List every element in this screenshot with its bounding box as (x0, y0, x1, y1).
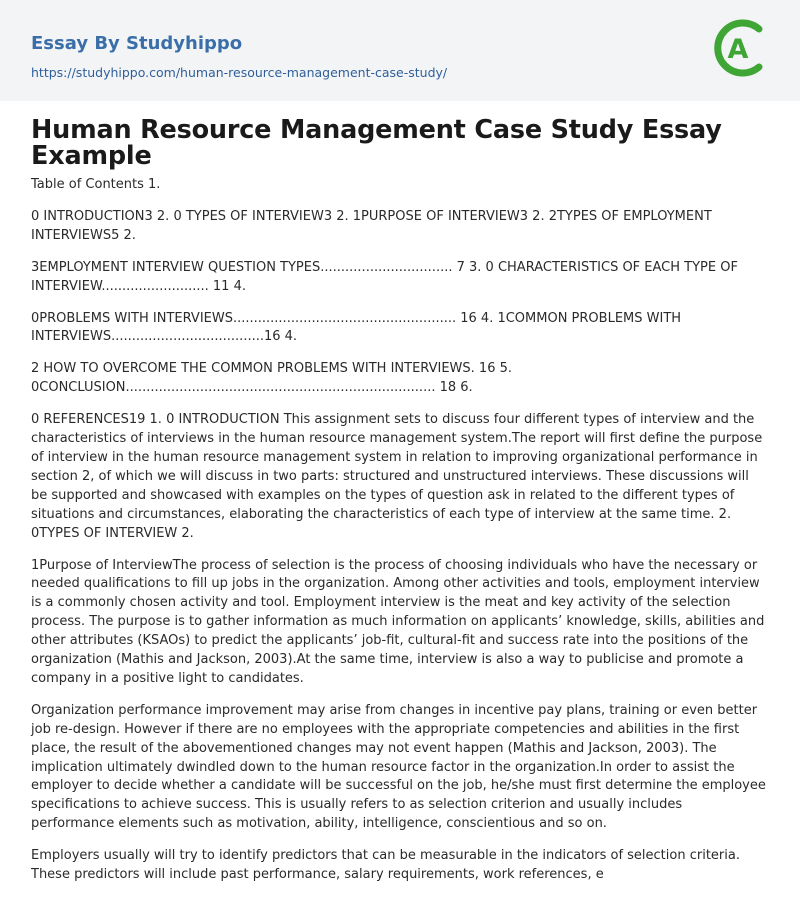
logo-letter: A (727, 34, 749, 65)
paragraph: 0PROBLEMS WITH INTERVIEWS...................................................... 16 4. 1COMMON PROBLEMS WITH INTERVIEWS.....................................16 4. (31, 310, 682, 345)
paragraph: Employers usually will try to identify predictors that can be measurable in the indicators of selection criteria. These predictors will include past performance, salary requirements, work references, e (31, 848, 740, 883)
paragraph: 1Purpose of InterviewThe process of selection is the process of choosing individuals who have the necessary or needed qualifications to fill up jobs in the organization. Among other activities and tools, employment interview is a commonly chosen activity and tool. Employment interview is the meat and key activity of the selection process. The purpose is to gather information as much information on applicants’ knowledge, skills, abilities and other attributes (KSAOs) to predict the applicants’ job-fit, cultural-fit and success rate into the positions of the organization (Mathis and Jackson, 2003).At the same time, interview is also a way to publicise and promote a company in a positive light to candidates. (31, 557, 765, 686)
site-header (0, 0, 800, 101)
site-brand[interactable]: Essay By Studyhippo (31, 33, 243, 54)
paragraph: 0 REFERENCES19 1. 0 INTRODUCTION This assignment sets to discuss four different types of interview and the characteristics of interviews in the human resource management system.The report will first define the purpose of interview in the human resource management system in relation to improving organizational performance in section 2, of which we will discuss in two parts: structured and unstructured interviews. These discussions will be supported and showcased with examples on the types of question ask in related to the different types of situations and circumstances, elaborating the characteristics of each type of interview at the same time. 2. 0TYPES OF INTERVIEW 2. (31, 412, 763, 541)
article (0, 101, 800, 885)
paragraph: Table of Contents 1. (31, 177, 161, 192)
paragraph: Organization performance improvement may arise from changes in incentive pay plans, training or even better job re-design. However if there are no employees with the appropriate competencies and abilities in the first place, the result of the abovementioned changes may not event happen (Mathis and Jackson, 2003). The implication ultimately dwindled down to the human resource factor in the organization.In order to assist the employer to decide whether a candidate will be successful on the job, he/she must first determine the employee specifications to achieve success. This is usually refers to as selection criterion and usually includes performance elements such as motivation, ability, intelligence, conscientious and so on. (31, 702, 766, 832)
paragraph: 3EMPLOYMENT INTERVIEW QUESTION TYPES................................ 7 3. 0 CHARACTERISTICS OF EACH TYPE OF INTERVIEW.......................... 11 4. (31, 259, 738, 294)
page-url-link[interactable]: https://studyhippo.com/human-resource-management-case-study/ (31, 65, 448, 80)
paragraph: 0 INTRODUCTION3 2. 0 TYPES OF INTERVIEW3 2. 1PURPOSE OF INTERVIEW3 2. 2TYPES OF EMPLOYMENT INTERVIEWS5 2. (31, 208, 712, 243)
studyhippo-logo-icon[interactable] (714, 15, 770, 81)
article-title: Human Resource Management Case Study Essay Example (31, 115, 722, 171)
paragraph: 2 HOW TO OVERCOME THE COMMON PROBLEMS WITH INTERVIEWS. 16 5. 0CONCLUSION........................................................................... 18 6. (31, 361, 513, 396)
